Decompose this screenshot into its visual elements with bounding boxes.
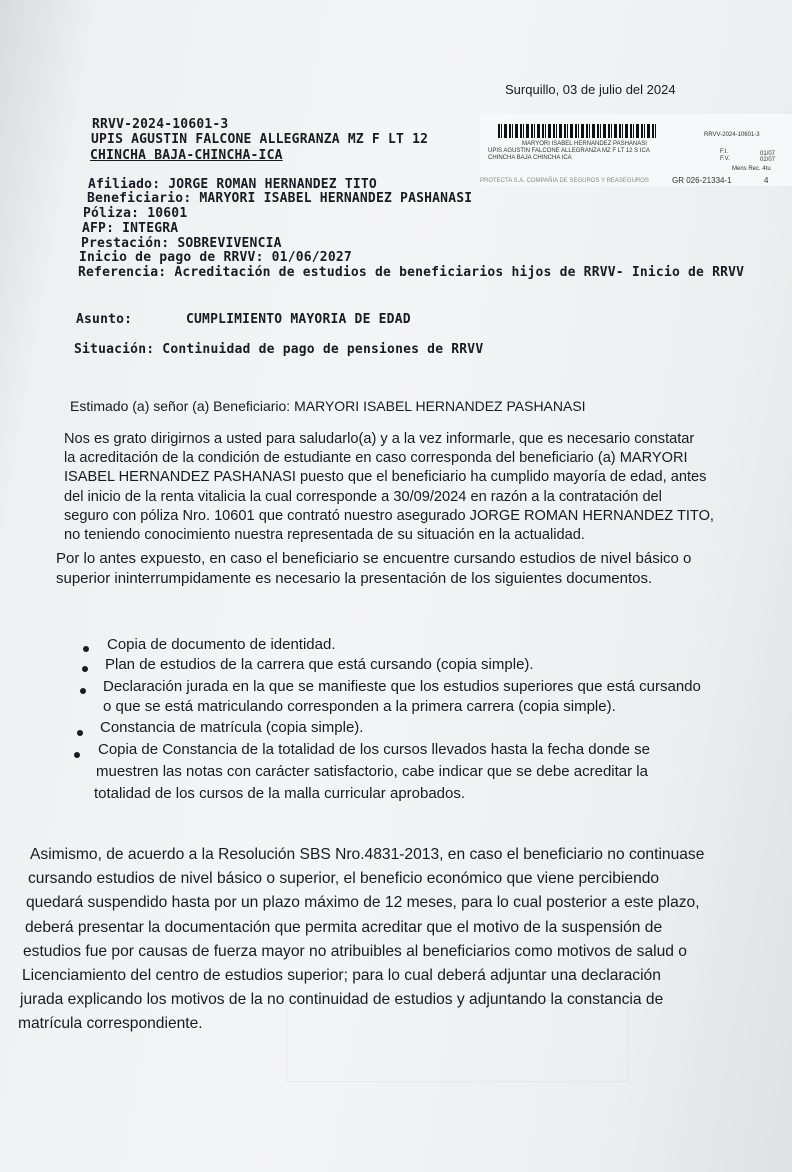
paragraph-3-line: deberá presentar la documentación que permita acreditar que el motivo de la suspensión de [25, 918, 663, 936]
label-company: PROTECTA S.A. COMPAÑIA DE SEGUROS Y REASEGUROS [480, 178, 649, 184]
paragraph-3-line: estudios fue por causas de fuerza mayor no atribuibles al beneficiarios como motivos de salud o [23, 942, 687, 960]
label-fi: F.I. [720, 149, 729, 155]
bullet-item-4: Constancia de matrícula (copia simple). [100, 719, 364, 736]
address-line-1: UPIS AGUSTIN FALCONE ALLEGRANZA MZ F LT 12 [91, 132, 429, 147]
paragraph-1-line: Nos es grato dirigirnos a usted para saludarlo(a) y a la vez informarle, que es necesario constatar [64, 431, 695, 447]
bullet-icon [80, 688, 86, 694]
paragraph-1-line: del inicio de la renta vitalicia la cual corresponde a 30/09/2024 en razón a la contratación del [64, 488, 662, 505]
paragraph-2 [56, 549, 691, 589]
paragraph-3-line: Licenciamiento del centro de estudios superior; para lo cual deberá adjuntar una declaración [22, 967, 661, 985]
afp-line: AFP: INTEGRA [82, 221, 179, 236]
label-pages: 4 [764, 176, 769, 185]
paragraph-2-line: Por lo antes expuesto, en caso el beneficiario se encuentre cursando estudios de nivel básico o [56, 550, 692, 567]
asunto-label: Asunto: [76, 312, 133, 327]
paragraph-3-line: matrícula correspondiente. [18, 1015, 203, 1033]
bullet-icon [83, 646, 89, 652]
label-address: UPIS AGUSTIN FALCONE ALLEGRANZA MZ F LT 12 S ICA [488, 148, 650, 154]
paragraph-3-line: Asimismo, de acuerdo a la Resolución SBS Nro.4831-2013, en caso el beneficiario no continuase [30, 846, 705, 863]
paragraph-1-line: la acreditación de la condición de estudiante en caso corresponda del beneficiario (a) MARYORI [64, 450, 688, 467]
situacion-line: Situación: Continuidad de pago de pensiones de RRVV [74, 342, 484, 357]
label-code: GR 026-21334-1 [672, 176, 732, 185]
label-ref: RRVV-2024-10601-3 [704, 132, 760, 138]
bullet-item-5-line-1: Copia de Constancia de la totalidad de los cursos llevados hasta la fecha donde se [98, 741, 651, 758]
beneficiario-line: Beneficiario: MARYORI ISABEL HERNANDEZ PASHANASI [87, 191, 473, 206]
date-line: Surquillo, 03 de julio del 2024 [505, 82, 676, 97]
bullet-item-5-line-2: muestren las notas con carácter satisfactorio, cabe indicar que se debe acreditar la [96, 763, 648, 780]
label-city: CHINCHA BAJA CHINCHA ICA [488, 155, 572, 161]
paragraph-3-line: cursando estudios de nivel básico o superior, el beneficio económico que viene percibiendo [28, 870, 660, 888]
label-fv: F.V. [720, 156, 730, 162]
barcode-icon [498, 124, 656, 138]
bullet-item-3-line-2: o que se está matriculando corresponden a la primera carrera (copia simple). [103, 698, 616, 715]
asunto-value: CUMPLIMIENTO MAYORIA DE EDAD [186, 312, 411, 327]
bullet-icon [82, 666, 88, 672]
referencia-line: Referencia: Acreditación de estudios de beneficiarios hijos de RRVV- Inicio de RRVV [78, 265, 745, 280]
address-line-2: CHINCHA BAJA-CHINCHA-ICA [90, 148, 283, 163]
paragraph-3-line: jurada explicando los motivos de la no continuidad de estudios y adjuntando la constancia de [20, 991, 664, 1009]
paragraph-1 [64, 430, 714, 545]
paragraph-1-line: seguro con póliza Nro. 10601 que contrató nuestro asegurado JORGE ROMAN HERNANDEZ TITO, [64, 507, 714, 524]
label-fi-value: 01/07 [760, 151, 776, 157]
paragraph-1-line: ISABEL HERNANDEZ PASHANASI puesto que el beneficiario ha cumplido mayoría de edad, antes [64, 469, 707, 486]
paragraph-3-line: quedará suspendido hasta por un plazo máximo de 12 meses, para lo cual posterior a este plazo, [26, 894, 700, 912]
bullet-icon [74, 752, 80, 758]
label-name: MARYORI ISABEL HERNANDEZ PASHANASI [522, 141, 647, 147]
bullet-item-1: Copia de documento de identidad. [107, 636, 336, 653]
reference-code: RRVV-2024-10601-3 [92, 117, 229, 132]
label-mens: Mens Rec. 4tu [732, 166, 771, 172]
paragraph-2-line: superior ininterrumpidamente es necesario la presentación de los siguientes documentos. [56, 570, 653, 587]
afiliado-line: Afiliado: JORGE ROMAN HERNANDEZ TITO [88, 177, 377, 192]
label-fv-value: 02/07 [760, 157, 776, 163]
poliza-line: Póliza: 10601 [83, 206, 188, 221]
bullet-item-5-line-3: totalidad de los cursos de la malla curricular aprobados. [94, 785, 466, 802]
bullet-icon [77, 730, 83, 736]
bullet-item-2: Plan de estudios de la carrera que está cursando (copia simple). [105, 656, 534, 673]
bullet-item-3-line-1: Declaración jurada en la que se manifieste que los estudios superiores que está cursando [103, 678, 701, 695]
paragraph-1-line: no teniendo conocimiento nuestra representada de su situación en la actualidad. [64, 527, 585, 544]
greeting: Estimado (a) señor (a) Beneficiario: MARYORI ISABEL HERNANDEZ PASHANASI [70, 398, 586, 414]
paragraph-3 [18, 843, 705, 1037]
inicio-pago-line: Inicio de pago de RRVV: 01/06/2027 [79, 250, 352, 265]
barcode-label [480, 114, 792, 186]
prestacion-line: Prestación: SOBREVIVENCIA [81, 236, 282, 251]
